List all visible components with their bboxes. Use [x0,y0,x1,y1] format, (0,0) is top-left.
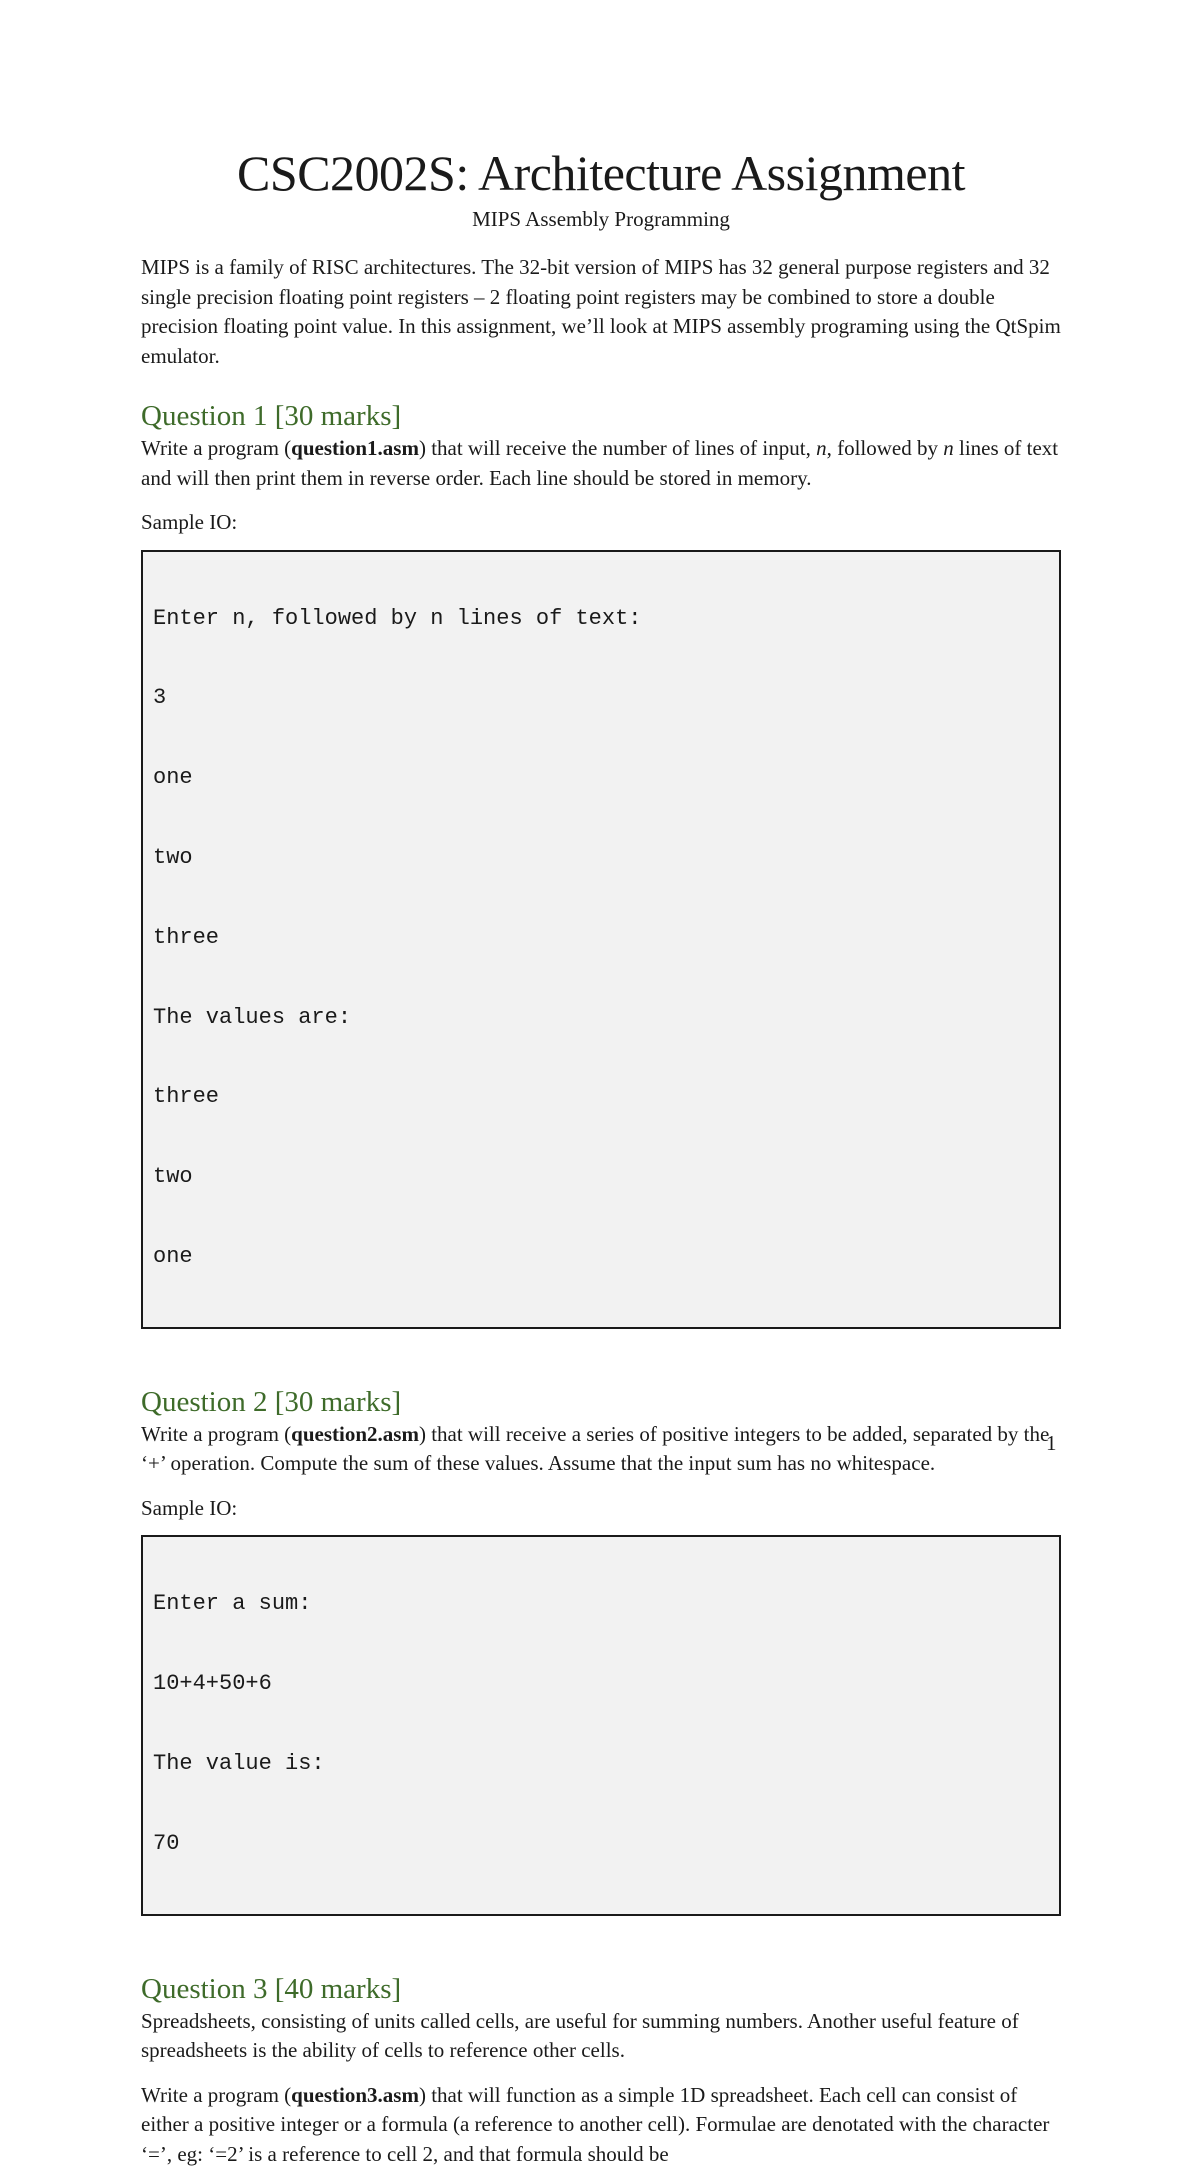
document-title: CSC2002S: Architecture Assignment [237,145,965,201]
question-2-heading: Question 2 [30 marks] [141,1385,402,1418]
spacer [141,2066,1061,2081]
io-line: one [153,1243,193,1269]
io-line: 70 [153,1830,180,1856]
io-line: three [153,1084,220,1110]
document-page [141,140,1061,2169]
question-2-description [141,1420,1061,1479]
question-3-paragraph-1: Spreadsheets, consisting of units called cells, are useful for summing numbers. Another useful feature of spreadsheets is the ability of cells to reference other cells. [141,2008,1019,2063]
question-3-section [141,1971,1061,2169]
question-1-description [141,434,1061,493]
q1-var-n2: n [943,436,954,460]
io-line: Enter a sum: [153,1591,312,1617]
io-line: two [153,845,193,871]
spacer [141,1916,1061,1971]
q3-text-before: Write a program ( [141,2082,292,2107]
io-line: one [153,765,193,791]
q1-text-mid1: ) that will receive the number of lines of input, [418,436,817,460]
document-subtitle: MIPS Assembly Programming [472,207,730,231]
question-3-heading: Question 3 [40 marks] [141,1972,402,2005]
question-1-section [141,398,1061,1329]
q2-filename: question2.asm [291,1421,419,1446]
q3-filename: question3.asm [291,2082,419,2107]
q1-text-before: Write a program ( [141,436,292,460]
question-3-paragraph-2 [141,2081,1061,2169]
io-line: 10+4+50+6 [153,1671,272,1697]
q1-sample-io-box [141,550,1061,1329]
io-line: two [153,1164,193,1190]
io-line: The value is: [153,1750,325,1776]
io-line: Enter n, followed by n lines of text: [153,605,642,631]
q1-sample-label: Sample IO: [141,510,238,534]
q2-text-before: Write a program ( [141,1421,292,1446]
spacer [141,1329,1061,1384]
io-line: The values are: [153,1004,352,1030]
intro-paragraph: MIPS is a family of RISC architectures. The 32-bit version of MIPS has 32 general purpose registers and 32 single precision floating point registers – 2 floating point registers may be combined to store a double precision floating point value. In this assignment, we’ll look at MIPS assembly programing using the QtSpim emulator. [141,255,1061,368]
q1-text-after: lines of text and will then print them in reverse order. Each line should be stored in memory. [141,436,1059,490]
q2-sample-label: Sample IO: [141,1495,238,1520]
question-2-section [141,1384,1061,1916]
q2-sample-io-box [141,1535,1061,1915]
q1-text-mid2: , followed by [826,436,944,460]
question-1-heading: Question 1 [30 marks] [141,400,402,432]
q3-text-after: ) that will function as a simple 1D spreadsheet. Each cell can consist of either a positive integer or a formula (a reference to another cell). Formulae are denotated with the character ‘=’, eg: ‘=2’ is a reference to cell 2, and that formula should be [141,2082,1050,2166]
page-number: 1 [1046,1431,1057,1455]
io-line: 3 [153,685,167,711]
q1-filename: question1.asm [291,436,419,460]
q1-var-n1: n [816,436,827,460]
q2-text-after: ) that will receive a series of positive integers to be added, separated by the ‘+’ operation. Compute the sum of these values. Assume that the input sum has no whitespace. [141,1421,1050,1476]
io-line: three [153,924,220,950]
